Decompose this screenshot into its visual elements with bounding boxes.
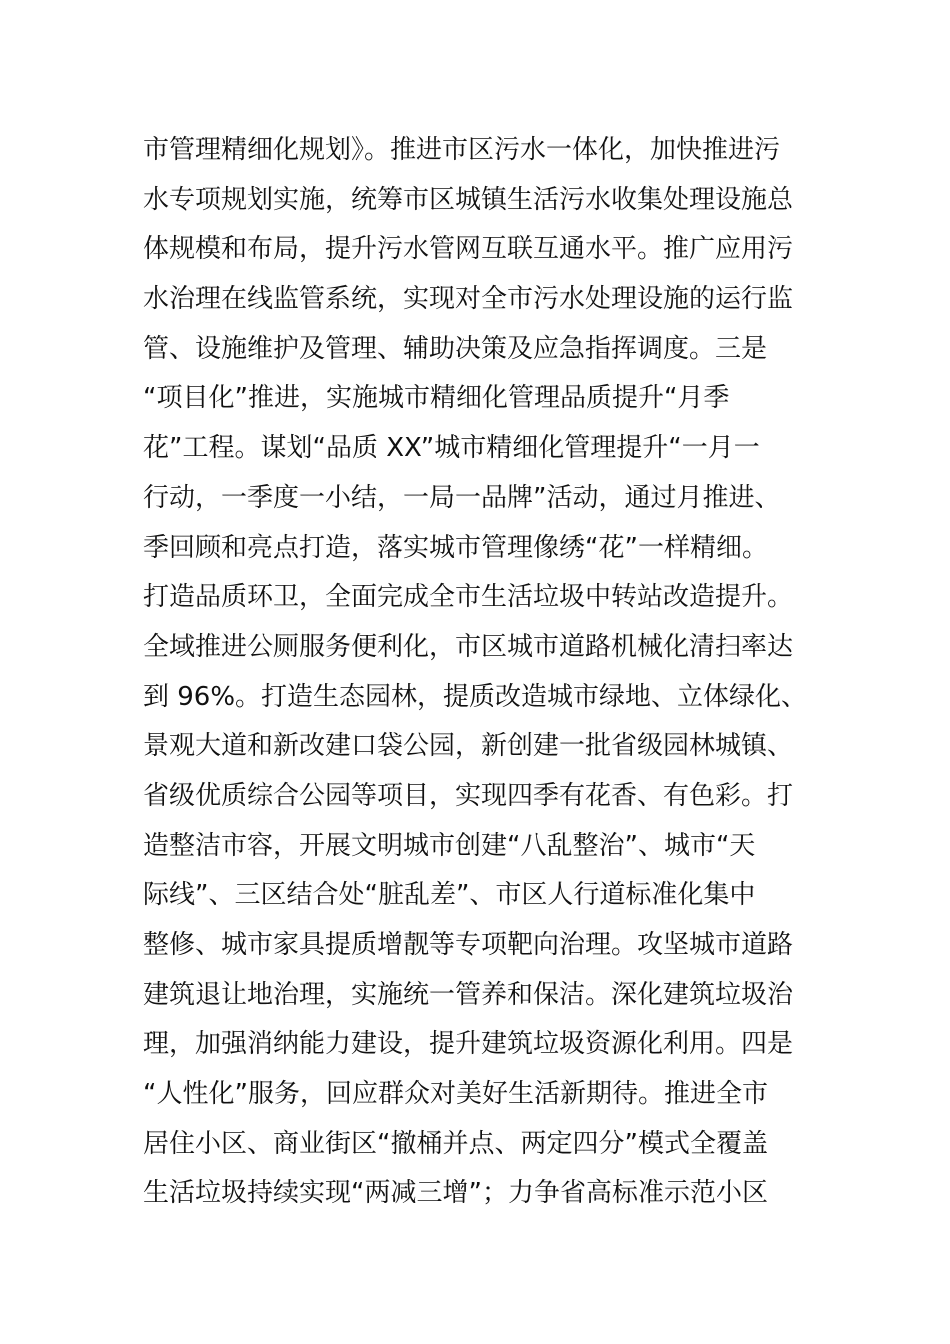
text-line: 际线”、三区结合处“脏乱差”、市区人行道标准化集中: [143, 880, 756, 911]
text-line: 全域推进公厕服务便利化，市区城市道路机械化清扫率达: [143, 631, 794, 662]
text-line: 水专项规划实施，统筹市区城镇生活污水收集处理设施总: [143, 184, 794, 215]
text-line: 整修、城市家具提质增靓等专项靶向治理。攻坚城市道路: [143, 930, 794, 960]
text-line: “人性化”服务，回应群众对美好生活新期待。推进全市: [143, 1079, 768, 1110]
body-text: [143, 126, 813, 1219]
text-line: 生活垃圾持续实现“两减三增”；力争省高标准示范小区: [143, 1178, 768, 1209]
text-line: 打造品质环卫，全面完成全市生活垃圾中转站改造提升。: [143, 582, 794, 613]
text-line: 花”工程。谋划“品质 XX”城市精细化管理提升“一月一: [143, 433, 760, 464]
text-line: 省级优质综合公园等项目，实现四季有花香、有色彩。打: [143, 780, 794, 811]
text-line: “项目化”推进，实施城市精细化管理品质提升“月季: [143, 383, 730, 414]
text-line: 理，加强消纳能力建设，提升建筑垃圾资源化利用。四是: [143, 1029, 794, 1060]
text-line: 体规模和布局，提升污水管网互联互通水平。推广应用污: [143, 234, 794, 265]
text-line: 到 96%。打造生态园林，提质改造城市绿地、立体绿化、: [143, 681, 808, 712]
text-line: 市管理精细化规划》。推进市区污水一体化，加快推进污: [143, 135, 781, 165]
text-line: 管、设施维护及管理、辅助决策及应急指挥调度。三是: [143, 333, 768, 364]
text-line: 水治理在线监管系统，实现对全市污水处理设施的运行监: [143, 284, 794, 315]
text-line: 造整洁市容，开展文明城市创建“八乱整治”、城市“天: [143, 830, 756, 861]
text-line: 季回顾和亮点打造，落实城市管理像绣“花”一样精细。: [143, 532, 768, 563]
text-line: 居住小区、商业街区“撤桶并点、两定四分”模式全覆盖: [143, 1128, 768, 1159]
text-line: 建筑退让地治理，实施统一管养和保洁。深化建筑垃圾治: [143, 979, 794, 1010]
text-line: 景观大道和新改建口袋公园，新创建一批省级园林城镇、: [143, 731, 794, 762]
text-line: 行动，一季度一小结，一局一品牌”活动，通过月推进、: [143, 482, 781, 513]
